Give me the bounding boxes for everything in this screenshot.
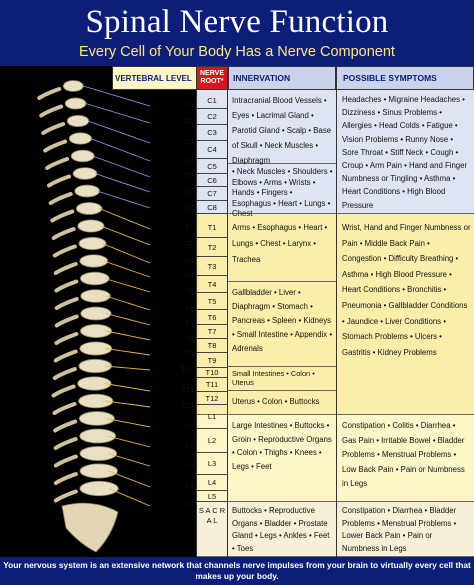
sacral-label: S A C R A L <box>198 506 226 525</box>
vertebral-level-label: L3 <box>185 460 194 469</box>
symptoms-sacral: Constipation • Diarrhea • Bladder Problems • Menstrual Problems • Lower Back Pain • Pain or Numbness in Legs <box>342 506 457 553</box>
spinous-process <box>56 474 76 483</box>
vertebra-shape <box>71 150 94 162</box>
vertebral-level-label: T12 <box>181 401 194 410</box>
nerve-root-label: T5 <box>197 293 227 310</box>
symptoms-column <box>336 90 474 557</box>
vertebra-shape <box>80 446 117 460</box>
nerve-root-label: C8 <box>197 201 227 214</box>
spinous-process <box>56 439 76 448</box>
nerve-leader-line <box>106 401 150 407</box>
nerve-root-label: T8 <box>197 339 227 353</box>
nerve-leader-line <box>101 226 150 245</box>
spinous-process <box>47 159 67 168</box>
innervation-thoracic-middle: Gallbladder • Liver • Diaphragm • Stomach • Pancreas • Spleen • Kidneys • Small Intestine • Appendix • Adrenals <box>232 288 333 353</box>
innervation-cervical-upper: Intracranial Blood Vessels • Eyes • Lacrimal Gland • Parotid Gland • Scalp • Base of Skull • Neck Muscles • Diaphragm <box>232 96 332 165</box>
nerve-root-label: T1 <box>197 217 227 238</box>
vertebral-level-label: T8 <box>185 334 194 343</box>
innervation-lumbar: Large Intestines • Buttocks • Groin • Reproductive Organs • Colon • Thighs • Knees • Legs • Feet <box>232 421 332 471</box>
vertebral-level-label: L4 <box>185 481 194 490</box>
nerve-root-label: C2 <box>197 109 227 125</box>
spinous-process <box>55 422 75 431</box>
vertebra-shape <box>69 133 91 144</box>
symptoms-header: POSSIBLE SYMPTOMS <box>336 66 474 90</box>
spinous-process <box>57 317 77 326</box>
vertebra-shape <box>67 115 89 126</box>
spinous-process <box>56 457 76 466</box>
vertebra-shape <box>76 202 102 214</box>
nerve-root-header: NERVE ROOT* <box>196 66 228 90</box>
symptoms-cervical: Headaches • Migraine Headaches • Dizziness • Sinus Problems • Allergies • Head Colds • Fatigue • Vision Problems • Runny Nose • Sore Throat • Stiff Neck • Cough • Croup • Arm Pain • Hand and Finger Numbness or Tingling • Asthma • Heart Conditions • High Blood Pressure <box>342 95 468 210</box>
nerve-root-label: C3 <box>197 125 227 141</box>
nerve-leader-line <box>88 121 150 143</box>
nerve-leader-line <box>106 331 150 340</box>
vertebral-level-label: C4 <box>184 155 194 164</box>
nerve-leader-line <box>106 349 150 356</box>
header <box>0 0 474 66</box>
nerve-root-label: L2 <box>197 429 227 453</box>
nerve-root-label: T3 <box>197 257 227 276</box>
nerve-leader-line <box>95 174 150 193</box>
spinous-process <box>55 369 75 378</box>
vertebral-level-label: T10 <box>181 364 194 373</box>
spinous-process <box>54 387 74 396</box>
nerve-leader-line <box>105 296 150 310</box>
nerve-leader-line <box>109 489 150 507</box>
spinous-process <box>55 247 75 256</box>
vertebral-level-label: C5 <box>184 171 194 180</box>
symptoms-thoracic: Wrist, Hand and Finger Numbness or Pain • Middle Back Pain • Congestion • Difficulty Breathing • Asthma • High Blood Pressure • Heart Conditions • Bronchitis • Pneumonia • Gallbladder Conditions • Jaundice • Liver Conditions • Stomach Problems • Ulcers • Gastritis • Kidney Problems <box>342 223 471 357</box>
spinous-process <box>51 194 71 203</box>
vertebral-level-label: C3 <box>184 137 194 146</box>
nerve-leader-line <box>102 244 150 264</box>
page-subtitle: Every Cell of Your Body Has a Nerve Component <box>79 44 395 60</box>
vertebral-level-label: T4 <box>185 271 194 280</box>
nerve-leader-line <box>105 279 150 293</box>
vertebral-level-label: C7 <box>184 202 194 211</box>
innervation-thoracic-t12: Uterus • Colon • Buttocks <box>232 397 320 406</box>
innervation-header: INNERVATION <box>228 66 336 90</box>
vertebra-shape <box>80 481 118 495</box>
vertebra-shape <box>75 185 100 197</box>
innervation-sacral: Buttocks • Reproductive Organs • Bladder • Prostate Gland • Legs • Ankles • Feet • Toes <box>232 506 330 553</box>
vertebral-level-label: T3 <box>185 257 194 266</box>
innervation-cervical-lower: • Neck Muscles • Shoulders • Elbows • Arms • Wrists • Hands • Fingers • Esophagus • Heart • Lungs • Chest <box>232 167 333 219</box>
spinous-process <box>39 89 59 98</box>
vertebra-shape <box>80 464 118 478</box>
vertebral-level-label: T5 <box>185 286 194 295</box>
nerve-root-label: T10 <box>197 368 227 378</box>
nerve-leader-line <box>93 156 150 177</box>
vertebral-level-label: L2 <box>185 441 194 450</box>
nerve-root-label: L1 <box>197 405 227 429</box>
vertebral-level-label: C1 <box>184 100 194 109</box>
innervation-thoracic-t11: Small Intestines • Colon • Uterus <box>232 369 315 387</box>
vertebral-level-label: C2 <box>184 117 194 126</box>
nerve-leader-line <box>107 419 150 428</box>
vertebral-level-label: C6 <box>184 186 194 195</box>
spinous-process <box>49 177 69 186</box>
nerve-leader-line <box>104 384 150 392</box>
vertebral-level-label: T2 <box>185 239 194 248</box>
nerve-root-label: L3 <box>197 453 227 475</box>
nerve-root-label: T2 <box>197 238 227 257</box>
spinous-process <box>43 124 63 133</box>
vertebra-shape <box>80 429 116 443</box>
vertebral-level-label: T6 <box>185 304 194 313</box>
page-title: Spinal Nerve Function <box>85 4 389 40</box>
nerve-root-label: L4 <box>197 475 227 491</box>
spinous-process <box>45 142 65 151</box>
innervation-thoracic-upper: Arms • Esophagus • Heart • Lungs • Chest • Larynx • Trachea <box>232 223 328 264</box>
nerve-root-label: L5 <box>197 491 227 502</box>
spinous-process <box>54 229 74 238</box>
nerve-root-label: C6 <box>197 174 227 187</box>
nerve-leader-line <box>108 454 150 467</box>
nerve-root-column <box>196 90 228 557</box>
nerve-root-label: T9 <box>197 353 227 368</box>
vertebral-level-label: L1 <box>185 421 194 430</box>
nerve-leader-line <box>97 191 150 208</box>
nerve-root-label: C1 <box>197 93 227 109</box>
vertebral-level-label: T9 <box>185 349 194 358</box>
vertebral-level-label: T1 <box>185 223 194 232</box>
footer-note: Your nervous system is an extensive network that channels nerve impulses from your brain to virtually every cell that makes up your body. <box>0 557 474 585</box>
nerve-leader-line <box>86 104 150 124</box>
nerve-leader-line <box>105 366 150 370</box>
nerve-leader-line <box>106 314 150 326</box>
vertebral-level-label: T7 <box>185 319 194 328</box>
nerve-root-label: T12 <box>197 392 227 405</box>
vertebra-shape <box>79 237 106 249</box>
sacrum-shape <box>62 503 118 552</box>
vertebra-shape <box>73 168 97 180</box>
nerve-leader-line <box>83 86 150 106</box>
spine-illustration <box>0 66 196 557</box>
spinous-process <box>56 282 76 291</box>
nerve-root-label: C4 <box>197 141 227 159</box>
nerve-leader-line <box>99 209 150 230</box>
spinous-process <box>56 492 76 501</box>
nerve-leader-line <box>104 261 150 277</box>
spinous-process <box>56 334 76 343</box>
vertebral-level-label: L5 <box>185 500 194 509</box>
spinous-process <box>57 299 77 308</box>
vertebra-shape <box>65 98 86 109</box>
innervation-column <box>228 90 336 557</box>
spinous-process <box>52 212 72 221</box>
vertebra-shape <box>80 255 108 268</box>
nerve-root-label: C7 <box>197 187 227 201</box>
vertebra-shape <box>63 81 83 92</box>
spinous-process <box>56 352 76 361</box>
spinous-process <box>55 404 75 413</box>
nerve-root-label: T7 <box>197 325 227 339</box>
nerve-leader-line <box>108 436 150 447</box>
spinous-process <box>56 264 76 273</box>
nerve-root-label: T6 <box>197 310 227 325</box>
symptoms-lumbar: Constipation • Colitis • Diarrhea • Gas Pain • Irritable Bowel • Bladder Problems • Menstrual Problems • Low Back Pain • Pain or Numbness in Legs <box>342 421 465 488</box>
nerve-root-label: T4 <box>197 276 227 293</box>
vertebral-level-label: T11 <box>181 385 194 394</box>
vertebral-level-header: VERTEBRAL LEVEL <box>112 66 202 90</box>
nerve-leader-line <box>90 139 150 162</box>
nerve-root-label: C5 <box>197 159 227 174</box>
nerve-root-label: T11 <box>197 378 227 392</box>
spinous-process <box>41 107 61 116</box>
vertebra-shape <box>78 220 104 232</box>
